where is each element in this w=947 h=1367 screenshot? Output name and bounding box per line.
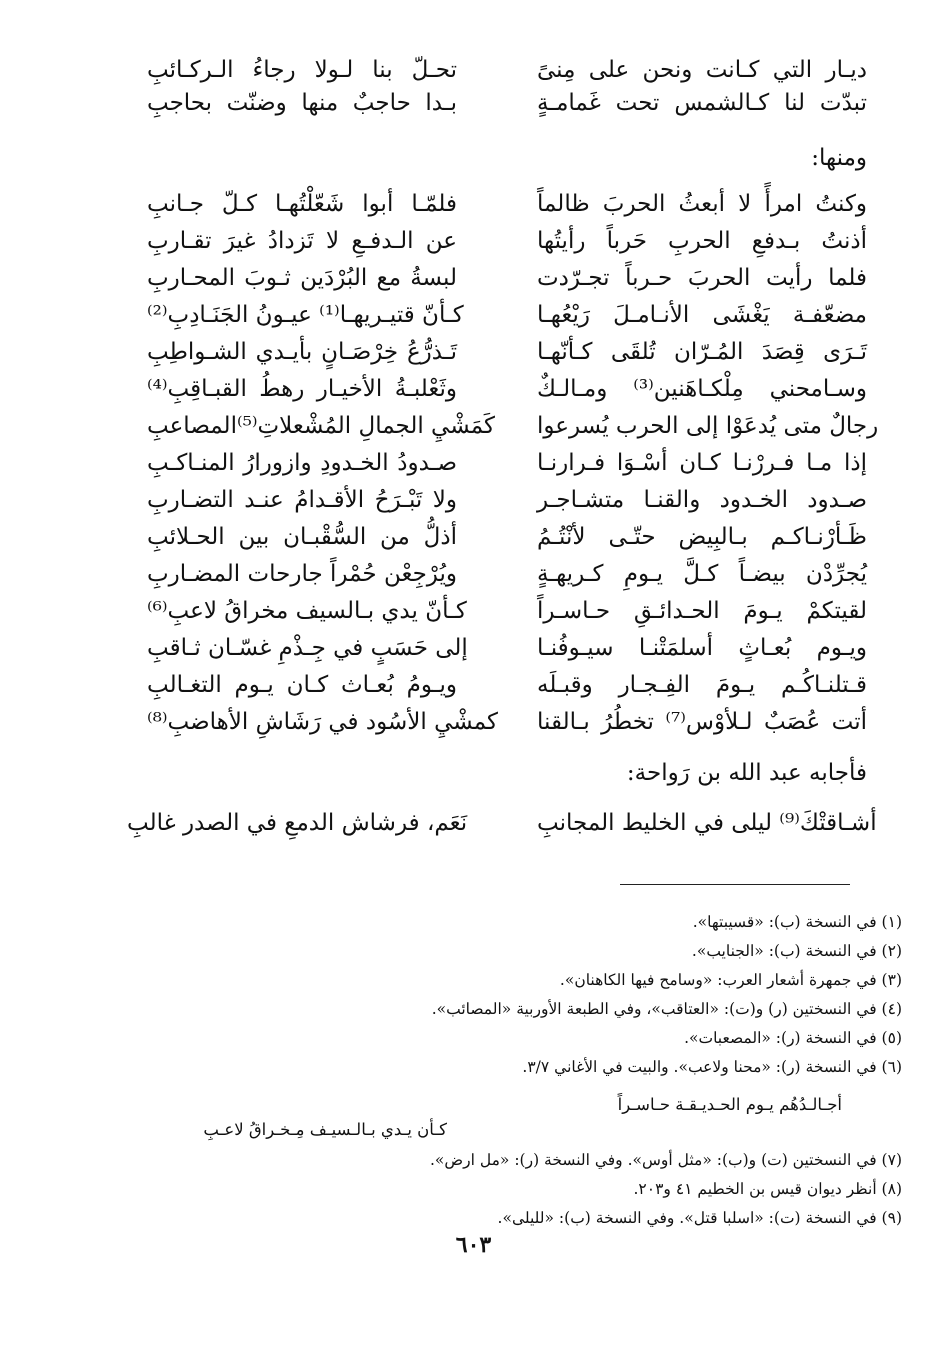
verse-left-hemistich: ويـومُ بُعـاث كـان يـوم التغـالبِ: [147, 672, 457, 698]
verse-right-hemistich: ظَـأرْنـاكـم بـالبِيض حتّـى لأنْتُـمُ: [537, 524, 867, 550]
verse-right-hemistich: أشـاقتْكَ⁽⁹⁾ ليلى في الخليط المجانبِ: [537, 810, 877, 836]
footnote: (٦) في النسخة (ر): «محنا ولاعب». والبيت في الأغاني ٣/٧.: [522, 1058, 902, 1076]
verse-left-hemistich: إلى حَسَبٍ في جِـذْمِ غسّـان ثـاقبِ: [147, 635, 468, 661]
verse-left-hemistich: لبسةُ مع البُرْدَين ثـوبَ المحـاربِ: [147, 265, 457, 291]
verse-right-hemistich: مضعّفـة يَغْشَى الأنـامـلَ رَيْعُهـا: [537, 302, 867, 328]
verse-left-hemistich: بـدا حاجبٌ منها وضنّت بحاجبِ: [147, 90, 457, 116]
verse-left-hemistich: تحـلّ بنا لـولا رجاءُ الـركـائبِ: [147, 57, 457, 83]
verse-left-hemistich: صـدودُ الخـدودِ وازورارُ المنـاكـبِ: [147, 450, 457, 476]
verse-right-hemistich: تَـرَى قِصَدَ المُـرّان تُلقَى كـأنّهـا: [537, 339, 867, 365]
verse-right-hemistich: لقيتكمْ يـومَ الحـدائـقِ حـاسـراً: [537, 598, 867, 624]
verse-left-hemistich: كـأنّ يدي بـالسيف مخراقُ لاعبِ⁽⁶⁾: [147, 598, 467, 624]
footnote: (٥) في النسخة (ر): «المصعبات».: [684, 1029, 902, 1047]
verse-right-hemistich: ديـار التي كـانت ونحن على مِنىً: [537, 57, 867, 83]
verse-left-hemistich: كـأنّ قتيـريهـا⁽¹⁾ عيـونُ الجَنَـادِبِ⁽²⁾: [147, 302, 464, 328]
footnote: (٧) في النسختين (ت) و(ب): «مثل أوس». وفي النسخة (ر): «مل ارض».: [430, 1151, 902, 1169]
footnote-separator: [620, 884, 850, 885]
verse-left-hemistich: كمشْيِ الأسُود في رَشَاشِ الأهاضبِ⁽⁸⁾: [147, 709, 499, 735]
verse-right-hemistich: صـدود الخـدود والقنـا متشـاجـر: [537, 487, 867, 513]
verse-left-hemistich: عن الـدفـعِ لا تَزدادُ غيرَ تقـاربِ: [147, 228, 457, 254]
footnote: (٤) في النسختين (ر) و(ت): «العتاقب»، وفي الطبعة الأوربية «المصائب».: [431, 1000, 902, 1018]
verse-left-hemistich: وثَعْلبـةُ الأخيـار رهطُ القبـاقِبِ⁽⁴⁾: [147, 376, 457, 402]
verse-right-hemistich: رجالٌ متى يُدعَوْا إلى الحرب يُسرعوا: [537, 413, 879, 439]
footnote: (٨) أنظر ديوان قيس بن الخطيم ٤١ و٢٠٣.: [633, 1180, 902, 1198]
footnote: (١) في النسخة (ب): «قسيبتها».: [692, 913, 902, 931]
footnote: (٩) في النسخة (ت): «اسلبا قتل». وفي النسخة (ب): «لليلى».: [497, 1209, 902, 1227]
footnote-verse-right: أجـالـدُهُم يـوم الحـديـقـة حـاسـراً: [617, 1095, 842, 1114]
section-heading: ومنها:: [811, 145, 867, 171]
verse-right-hemistich: قـتلنـاكُـم يـومَ الفِـجـار وقبـلَه: [537, 672, 867, 698]
verse-left-hemistich: أذلُّ من السُّقْبـان بين الحـلائبِ: [147, 524, 457, 550]
footnote: (٣) في جمهرة أشعار العرب: «وسامح فيها الكاهنان».: [559, 971, 902, 989]
verse-right-hemistich: تبدّت لنا كـالشمس تحت غَمامـةٍ: [537, 90, 867, 116]
verse-left-hemistich: فلمّـا أبوا شَعّلْتُهـا كـلّ جـانبِ: [147, 191, 457, 217]
verse-right-hemistich: ويـوم بُعـاثٍ أسلمَتْنـا سيـوفُنـا: [537, 635, 867, 661]
verse-right-hemistich: فلما رأيت الحربَ حـرباً تجـرّدت: [537, 265, 867, 291]
verse-left-hemistich: كَمَشْيِ الجمالِ المُشْعلاتِ⁽⁵⁾المصاعبِ: [147, 413, 495, 439]
verse-left-hemistich: ولا تَبْـرَحُ الأقـدامُ عنـد التضـاربِ: [147, 487, 457, 513]
verse-right-hemistich: يُجرِّدْن بيضـاً كـلَّ يـومِ كـريهـةٍ: [537, 561, 867, 587]
verse-left-hemistich: ويُرْجِعْن حُمْراً جارحات المضـاربِ: [147, 561, 457, 587]
verse-left-hemistich: تَـذرُّعُ خِرْصَـانٍ بأيـدي الشـواطِبِ: [147, 339, 457, 365]
verse-right-hemistich: وكنتُ امرأً لا أبعثُ الحربَ ظالماً: [537, 191, 867, 217]
footnote: (٢) في النسخة (ب): «الجنايب».: [691, 942, 902, 960]
verse-right-hemistich: إذا مـا فـررْنـا كـان أسْـوَا فـرارنـا: [537, 450, 867, 476]
page-number: ٦٠٣: [455, 1232, 492, 1258]
verse-right-hemistich: وسـامحني مِلْكـاهَنين⁽³⁾ ومـالـكٌ: [537, 376, 868, 402]
reply-intro: فأجابه عبد الله بن رَواحة:: [626, 760, 867, 786]
verse-right-hemistich: أتت عُصَبٌ لـلأوْس⁽⁷⁾ تخطُرُ بـالقنا: [537, 709, 867, 735]
verse-left-hemistich: نَعَم، فرشاش الدمعِ في الصدر غالبِ: [127, 810, 468, 836]
footnote-verse-left: كـأن يـدي بـالـسيـف مِـخـراقُ لاعـبِ: [203, 1120, 447, 1139]
verse-right-hemistich: أذنتُ بـدفعِ الحربِ حَرباً رأيتُها: [537, 228, 867, 254]
